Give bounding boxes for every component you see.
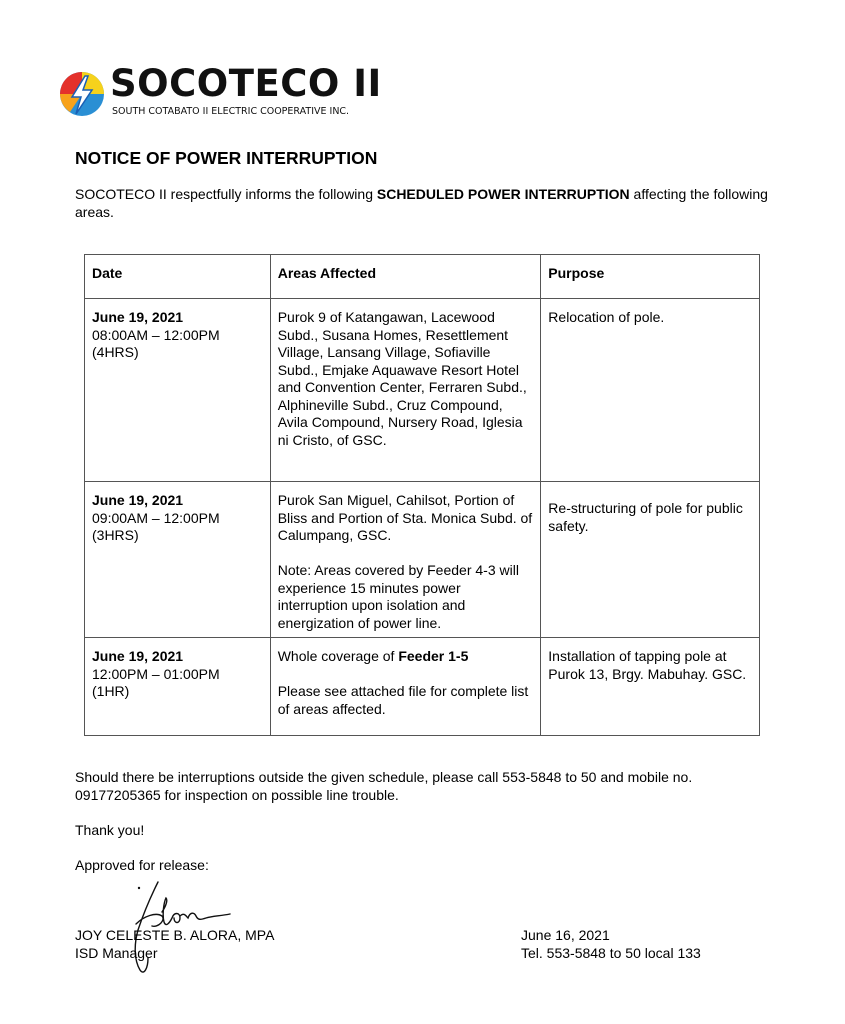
org-full-name: SOUTH COTABATO II ELECTRIC COOPERATIVE INC. xyxy=(112,106,350,117)
thanks-text: Thank you! xyxy=(75,822,145,838)
date-contact-block xyxy=(521,926,701,962)
row-note: Note: Areas covered by Feeder 4-3 will experience 15 minutes power interruption upon isolation and energization of power line. xyxy=(277,562,519,631)
table-row xyxy=(85,299,760,482)
row-purpose: Re-structuring of pole for public safety. xyxy=(548,500,743,534)
row-duration: (3HRS) xyxy=(92,527,139,543)
purpose-cell xyxy=(541,299,760,482)
intro-text-bold: SCHEDULED POWER INTERRUPTION xyxy=(376,186,630,202)
signatory-name: JOY CELESTE B. ALORA, MPA xyxy=(75,927,275,943)
date-cell xyxy=(85,299,271,482)
row-date: June 19, 2021 xyxy=(92,492,184,508)
approved-text: Approved for release: xyxy=(75,857,209,873)
notice-title: NOTICE OF POWER INTERRUPTION xyxy=(75,148,378,168)
org-name: SOCOTECO II xyxy=(110,62,382,105)
row-duration: (4HRS) xyxy=(92,344,139,360)
row-duration: (1HR) xyxy=(92,683,130,699)
row-areas-text: Whole coverage of xyxy=(277,648,399,664)
notice-date: June 16, 2021 xyxy=(521,927,610,943)
row-feeder: Feeder 1-5 xyxy=(398,648,469,664)
row-areas: Purok San Miguel, Cahilsot, Portion of Bliss and Portion of Sta. Monica Subd. of Calumpang, GSC. xyxy=(277,492,533,543)
schedule-table xyxy=(84,254,760,736)
row-areas xyxy=(278,648,534,666)
row-time: 08:00AM – 12:00PM xyxy=(92,326,220,343)
notice-intro xyxy=(75,185,775,221)
row-date: June 19, 2021 xyxy=(92,648,184,664)
row-areas: Purok 9 of Katangawan, Lacewood Subd., Susana Homes, Resettlement Village, Lansang Village, Sofiaville Subd., Emjake Aquawave Resort Hotel and Convention Center, Ferraren Subd., Alphineville Subd., Cruz Compound, Avila Compound, Nursery Road, Iglesia ni Cristo, of GSC. xyxy=(277,309,527,448)
row-date: June 19, 2021 xyxy=(92,309,184,325)
areas-cell xyxy=(270,299,541,482)
row-purpose: Installation of tapping pole at Purok 13, Brgy. Mabuhay. GSC. xyxy=(548,648,747,682)
column-header-purpose: Purpose xyxy=(541,255,760,299)
signatory-block xyxy=(75,926,274,962)
telephone: Tel. 553-5848 to 50 local 133 xyxy=(521,945,701,961)
areas-cell xyxy=(270,638,541,736)
row-time: 12:00PM – 01:00PM xyxy=(92,665,220,682)
date-cell xyxy=(85,638,271,736)
areas-cell xyxy=(270,482,541,638)
row-note: Please see attached file for complete list of areas affected. xyxy=(277,683,529,717)
contact-paragraph: Should there be interruptions outside the given schedule, please call 553-5848 to 50 and mobile no. 09177205365 for inspection on possible line trouble. xyxy=(75,769,693,803)
purpose-cell xyxy=(541,482,760,638)
date-cell xyxy=(85,482,271,638)
table-header-row xyxy=(85,255,760,299)
signatory-title: ISD Manager xyxy=(75,945,158,961)
table-row xyxy=(85,638,760,736)
company-logo xyxy=(58,62,418,126)
table-row xyxy=(85,482,760,638)
intro-text-after: affecting the following areas. xyxy=(75,186,768,220)
row-time: 09:00AM – 12:00PM xyxy=(92,509,220,526)
intro-text-before: SOCOTECO II respectfully informs the following xyxy=(75,186,377,202)
lightning-logo-icon xyxy=(58,70,106,118)
row-purpose: Relocation of pole. xyxy=(548,309,665,325)
purpose-cell xyxy=(541,638,760,736)
column-header-areas: Areas Affected xyxy=(270,255,541,299)
column-header-date: Date xyxy=(85,255,271,299)
